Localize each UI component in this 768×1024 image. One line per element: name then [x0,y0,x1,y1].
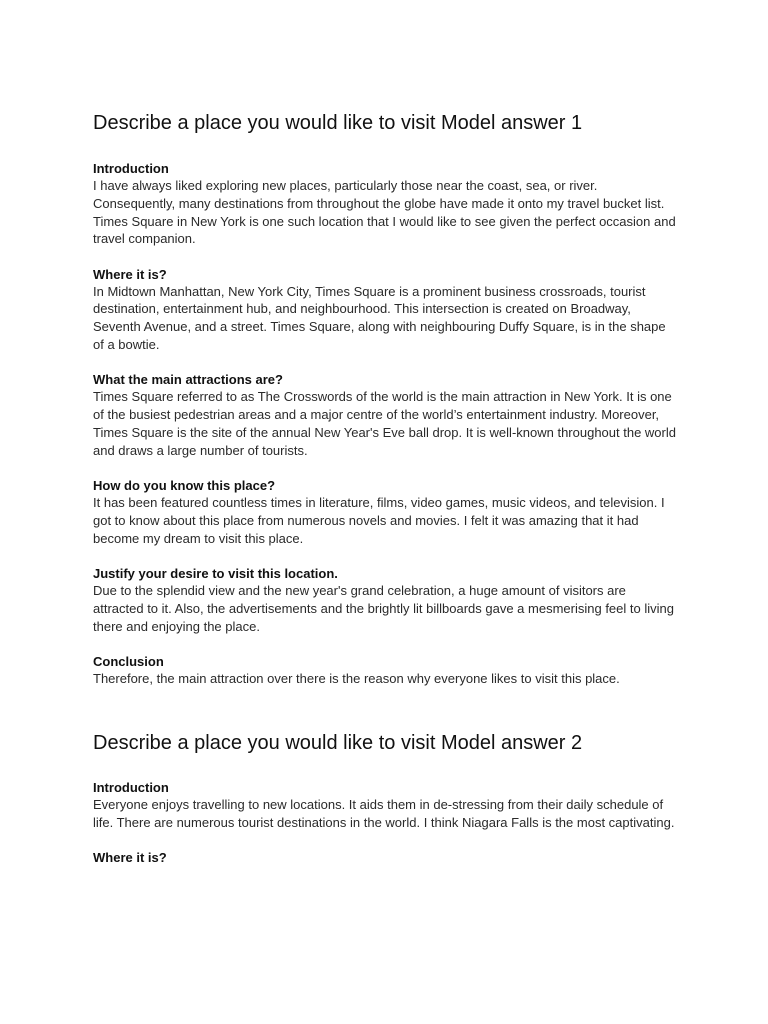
model-answer-2-title: Describe a place you would like to visit Model answer 2 [93,732,583,754]
section-introduction [93,779,680,832]
section-heading: What the main attractions are? [93,372,283,388]
model-answer-2 [93,731,680,866]
section-body: Everyone enjoys travelling to new locations. It aids them in de-stressing from their daily schedule of life. There are numerous tourist destinations in the world. I think Niagara Falls is the most captivating. [93,797,675,830]
section-heading: Where it is? [93,850,167,866]
section-body: Due to the splendid view and the new year's grand celebration, a huge amount of visitors are attracted to it. Also, the advertisements and the brightly lit billboards gave a mesmerising feel to living there and enjoying the place. [93,582,674,634]
section-body: It has been featured countless times in literature, films, video games, music videos, and television. I got to know about this place from numerous novels and movies. I felt it was amazing that it had become my dream to visit this place. [93,495,665,546]
section-how-do-you-know [93,477,680,547]
section-heading: How do you know this place? [93,478,276,494]
section-heading: Introduction [93,780,169,795]
section-body: In Midtown Manhattan, New York City, Times Square is a prominent business crossroads, tourist destination, entertainment hub, and neighbourhood. This intersection is created on Broadway, Seventh Avenue, and a street. Times Square, along with neighbouring Duffy Square, is in the shape of a bowtie. [93,283,666,353]
section-heading: Justify your desire to visit this location. [93,565,338,581]
section-introduction [93,160,680,248]
section-where-it-is [93,266,680,354]
section-main-attractions [93,371,680,459]
section-conclusion [93,653,680,688]
model-answer-1-title: Describe a place you would like to visit Model answer 1 [93,112,583,134]
section-body: Therefore, the main attraction over there is the reason why everyone likes to visit this place. [93,670,620,686]
section-body: I have always liked exploring new places, particularly those near the coast, sea, or river. Consequently, many destinations from throughout the globe have made it onto my travel bucket list. Times Square in New York is one such location that I would like to see given the perfect occasion and travel companion. [93,178,676,247]
model-answer-1 [93,111,680,688]
section-justify-desire [93,565,680,635]
section-heading: Conclusion [93,653,164,669]
section-heading: Introduction [93,161,169,176]
section-body: Times Square referred to as The Crosswords of the world is the main attraction in New York. It is one of the busiest pedestrian areas and a major centre of the world’s entertainment industry. Moreover, Times Square is the site of the annual New Year's Eve ball drop. It is well-known throughout the world and draws a large number of tourists. [93,389,676,458]
section-heading: Where it is? [93,266,167,282]
section-where-it-is [93,849,680,866]
